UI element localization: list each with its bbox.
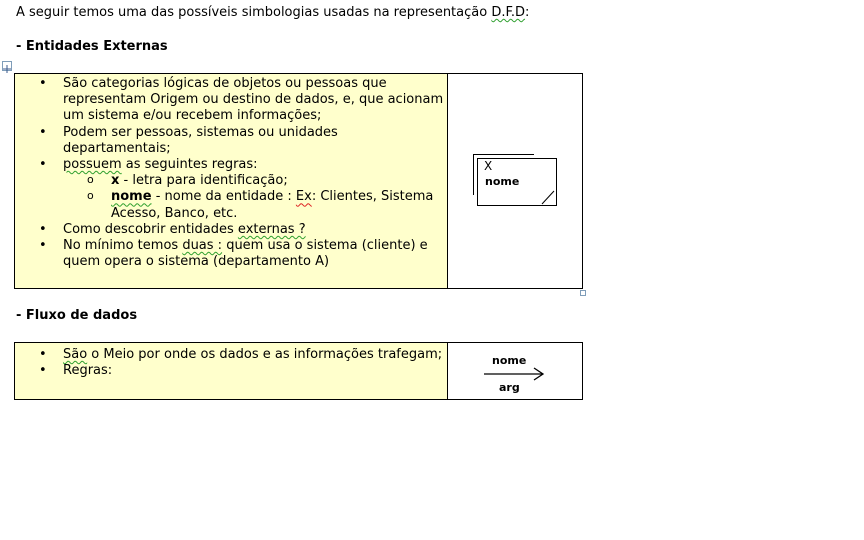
list-item bbox=[15, 347, 447, 363]
rule-text: : Clientes, Sistema Acesso, Banco, etc. bbox=[111, 189, 434, 221]
flow-symbol-arg: arg bbox=[499, 381, 520, 394]
rule-x-key: x bbox=[111, 173, 120, 189]
item-text: possuem bbox=[63, 157, 122, 173]
rule-text: - nome da entidade : bbox=[151, 189, 296, 205]
corner-mark-icon bbox=[541, 189, 555, 205]
fluxo-list bbox=[15, 347, 447, 379]
flow-symbol-name: nome bbox=[492, 354, 527, 367]
entity-symbol bbox=[473, 154, 558, 206]
heading-fluxo: - Fluxo de dados bbox=[16, 308, 138, 323]
entity-symbol-name: nome bbox=[485, 175, 520, 188]
rule-text: Ex bbox=[295, 189, 312, 205]
intro-before: A seguir temos uma das possíveis simbologias usadas na representação bbox=[16, 5, 492, 20]
list-item: • São categorias lógicas de objetos ou pessoas que representam Origem ou destino de dados, e, que acionam um sistema e/ou recebem informações; bbox=[15, 76, 447, 125]
entidades-text-cell bbox=[15, 74, 448, 288]
list-item: • Regras: bbox=[15, 363, 447, 379]
fluxo-table bbox=[14, 342, 583, 400]
item-text: as seguintes regras: bbox=[121, 157, 258, 173]
item-text: Como descobrir entidades bbox=[63, 221, 238, 237]
entity-symbol-x: X bbox=[484, 159, 493, 173]
item-text: No mínimo temos bbox=[63, 238, 183, 254]
rule-text: - letra para identificação; bbox=[119, 173, 288, 189]
rule-nome-key: nome bbox=[111, 189, 152, 205]
table-resize-handle[interactable] bbox=[580, 290, 586, 296]
intro-text bbox=[16, 5, 529, 20]
item-text: quem usa o sistema (cliente) e quem opera o sistema (departamento A) bbox=[63, 238, 428, 270]
list-item bbox=[15, 238, 447, 270]
intro-dfd: D.F.D bbox=[491, 5, 526, 20]
sublist-item bbox=[63, 189, 447, 221]
sublist-item bbox=[63, 173, 447, 189]
entidades-list bbox=[15, 76, 447, 270]
list-item bbox=[15, 222, 447, 238]
list-item: • Podem ser pessoas, sistemas ou unidades departamentais; bbox=[15, 125, 447, 157]
item-text: São bbox=[63, 347, 88, 362]
entity-symbol-box bbox=[477, 158, 557, 206]
fluxo-text-cell bbox=[15, 343, 448, 399]
intro-after: : bbox=[525, 5, 530, 20]
table-move-handle[interactable] bbox=[2, 61, 12, 71]
list-item bbox=[15, 157, 447, 222]
fluxo-symbol-cell bbox=[448, 343, 582, 399]
item-text: o Meio por onde os dados e as informações trafegam; bbox=[87, 347, 443, 362]
move-icon bbox=[3, 65, 11, 73]
entidades-table bbox=[14, 73, 583, 289]
arrow-right-icon bbox=[482, 367, 546, 381]
entidades-symbol-cell bbox=[448, 74, 582, 288]
item-text: externas ? bbox=[237, 221, 306, 237]
heading-entidades: - Entidades Externas bbox=[16, 39, 168, 54]
rules-sublist bbox=[63, 173, 447, 222]
item-text: duas : bbox=[182, 238, 223, 254]
